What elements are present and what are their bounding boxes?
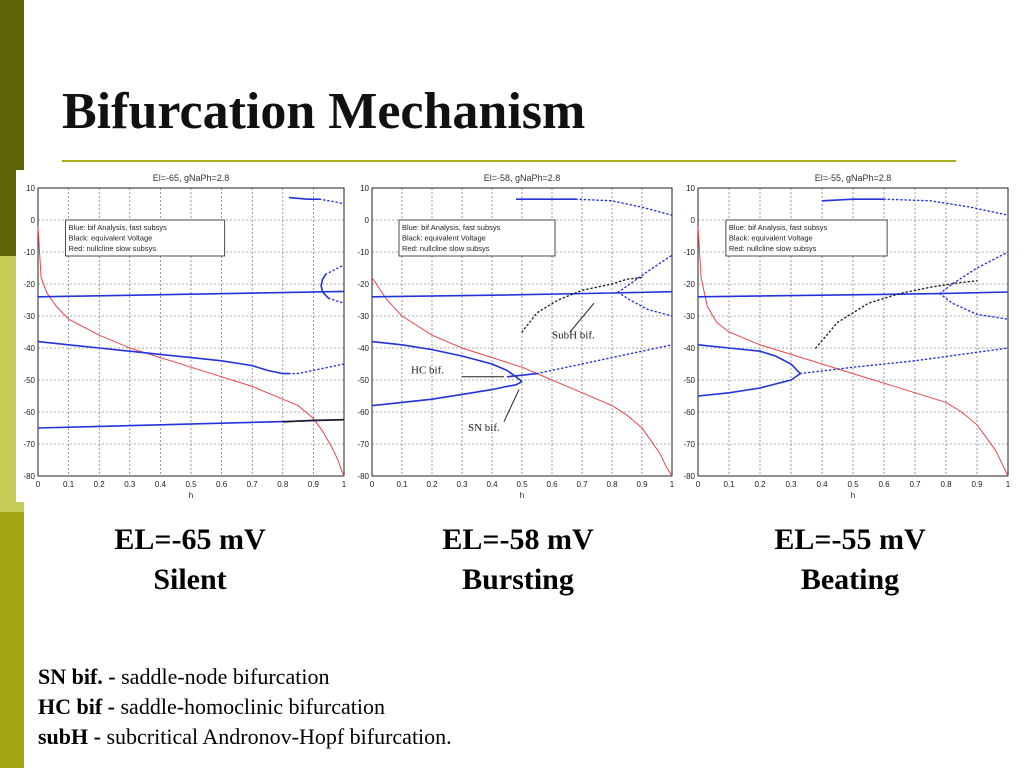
y-tick-label: -80 xyxy=(23,472,35,481)
definition-subh xyxy=(38,722,452,752)
caption-state: Silent xyxy=(153,563,227,596)
caption-beating xyxy=(700,520,1000,600)
caption-state: Beating xyxy=(800,563,900,596)
definition-desc: subcritical Andronov-Hopf bifurcation. xyxy=(106,724,452,749)
legend-entry: Red: nullcline slow subsys xyxy=(728,244,817,253)
y-tick-label: -40 xyxy=(683,344,695,353)
legend-entry: Blue: bif Analysis, fast subsys xyxy=(68,223,167,232)
x-tick-label: 0.9 xyxy=(636,480,648,489)
chart-title: El=-58, gNaPh=2.8 xyxy=(483,173,561,183)
legend-entry: Black: equivalent Voltage xyxy=(402,233,486,243)
title-divider xyxy=(62,160,956,162)
chart-panel-2 xyxy=(350,170,680,502)
y-tick-label: -70 xyxy=(357,440,369,449)
y-tick-label: -30 xyxy=(23,312,35,321)
definition-desc: saddle-homoclinic bifurcation xyxy=(120,694,386,719)
slide-title: Bifurcation Mechanism xyxy=(62,83,586,140)
x-tick-label: 0.4 xyxy=(816,480,828,489)
y-tick-label: -50 xyxy=(357,376,369,385)
chart-panel-3 xyxy=(676,170,1016,502)
x-tick-label: 0.1 xyxy=(396,480,408,489)
x-tick-label: 0.7 xyxy=(246,480,258,489)
x-axis-label: h xyxy=(519,491,525,500)
y-tick-label: -80 xyxy=(683,472,695,481)
x-axis-label: h xyxy=(850,491,856,500)
definition-term: SN bif. - xyxy=(38,664,116,689)
chart-el-55 xyxy=(676,170,1016,502)
chart-panel-1 xyxy=(16,170,352,502)
x-tick-label: 0 xyxy=(695,480,701,489)
y-tick-label: -60 xyxy=(683,408,695,417)
x-tick-label: 0.4 xyxy=(486,480,498,489)
x-tick-label: 0.8 xyxy=(606,480,618,489)
legend-entry: Blue: bif Analysis, fast subsys xyxy=(402,223,501,232)
x-tick-label: 0.3 xyxy=(456,480,468,489)
legend-entry: Red: nullcline slow subsys xyxy=(402,244,490,253)
annotation-label: HC bif. xyxy=(411,364,444,377)
x-tick-label: 0.9 xyxy=(971,480,983,489)
x-tick-label: 0.2 xyxy=(426,480,438,489)
y-tick-label: -10 xyxy=(683,248,695,257)
sidebar-block-mid xyxy=(0,512,24,768)
x-tick-label: 0.4 xyxy=(154,480,166,489)
y-tick-label: -50 xyxy=(23,376,35,385)
chart-el-65 xyxy=(16,170,352,502)
x-tick-label: 0.3 xyxy=(124,480,136,489)
y-tick-label: -50 xyxy=(683,376,695,385)
x-tick-label: 1 xyxy=(669,480,675,489)
chart-title: El=-65, gNaPh=2.8 xyxy=(152,173,230,183)
definition-desc: saddle-node bifurcation xyxy=(121,664,330,689)
x-tick-label: 0.6 xyxy=(878,480,890,489)
x-tick-label: 0.7 xyxy=(909,480,921,489)
x-tick-label: 0.6 xyxy=(216,480,228,489)
x-tick-label: 0.1 xyxy=(723,480,735,489)
y-tick-label: -60 xyxy=(23,408,35,417)
x-tick-label: 1 xyxy=(341,480,347,489)
x-axis-label: h xyxy=(188,491,194,500)
legend-entry: Black: equivalent Voltage xyxy=(68,233,153,243)
x-tick-label: 0.6 xyxy=(546,480,558,489)
y-tick-label: -80 xyxy=(357,472,369,481)
x-tick-label: 0.2 xyxy=(754,480,766,489)
y-tick-label: 0 xyxy=(30,216,35,225)
y-tick-label: 0 xyxy=(364,216,369,225)
y-tick-label: -20 xyxy=(357,280,369,289)
x-tick-label: 0 xyxy=(35,480,41,489)
y-tick-label: -10 xyxy=(357,248,369,257)
x-tick-label: 0 xyxy=(369,480,375,489)
x-tick-label: 0.5 xyxy=(185,480,197,489)
y-tick-label: -60 xyxy=(357,408,369,417)
y-tick-label: -30 xyxy=(357,312,369,321)
chart-title: El=-55, gNaPh=2.8 xyxy=(814,173,892,183)
definition-sn xyxy=(38,662,452,692)
y-tick-label: 0 xyxy=(690,216,695,225)
y-tick-label: 10 xyxy=(26,184,35,193)
x-tick-label: 0.1 xyxy=(63,480,75,489)
y-tick-label: -20 xyxy=(23,280,35,289)
definition-term: HC bif - xyxy=(38,694,115,719)
legend-entry: Black: equivalent Voltage xyxy=(728,233,813,243)
x-tick-label: 1 xyxy=(1005,480,1011,489)
x-tick-label: 0.5 xyxy=(847,480,859,489)
y-tick-label: -70 xyxy=(683,440,695,449)
caption-bursting xyxy=(368,520,668,600)
y-tick-label: -40 xyxy=(357,344,369,353)
x-tick-label: 0.8 xyxy=(940,480,952,489)
y-tick-label: -70 xyxy=(23,440,35,449)
annotation-label: SN bif. xyxy=(468,422,500,435)
caption-voltage: EL=-65 mV xyxy=(114,523,266,556)
x-tick-label: 0.5 xyxy=(516,480,528,489)
chart-el-58 xyxy=(350,170,680,502)
y-tick-label: 10 xyxy=(686,184,695,193)
definition-term: subH - xyxy=(38,724,101,749)
y-tick-label: -20 xyxy=(683,280,695,289)
x-tick-label: 0.9 xyxy=(307,480,319,489)
caption-state: Bursting xyxy=(462,563,574,596)
y-tick-label: 10 xyxy=(360,184,369,193)
definitions-list xyxy=(38,662,452,752)
definition-hc xyxy=(38,692,452,722)
y-tick-label: -40 xyxy=(23,344,35,353)
y-tick-label: -10 xyxy=(23,248,35,257)
x-tick-label: 0.7 xyxy=(576,480,588,489)
caption-silent xyxy=(40,520,340,600)
x-tick-label: 0.2 xyxy=(93,480,105,489)
y-tick-label: -30 xyxy=(683,312,695,321)
annotation-label: SubH bif. xyxy=(552,329,595,342)
legend-entry: Red: nullcline slow subsys xyxy=(68,244,157,253)
legend-entry: Blue: bif Analysis, fast subsys xyxy=(728,223,828,232)
caption-voltage: EL=-58 mV xyxy=(442,523,594,556)
x-tick-label: 0.3 xyxy=(785,480,797,489)
caption-voltage: EL=-55 mV xyxy=(774,523,926,556)
x-tick-label: 0.8 xyxy=(277,480,289,489)
